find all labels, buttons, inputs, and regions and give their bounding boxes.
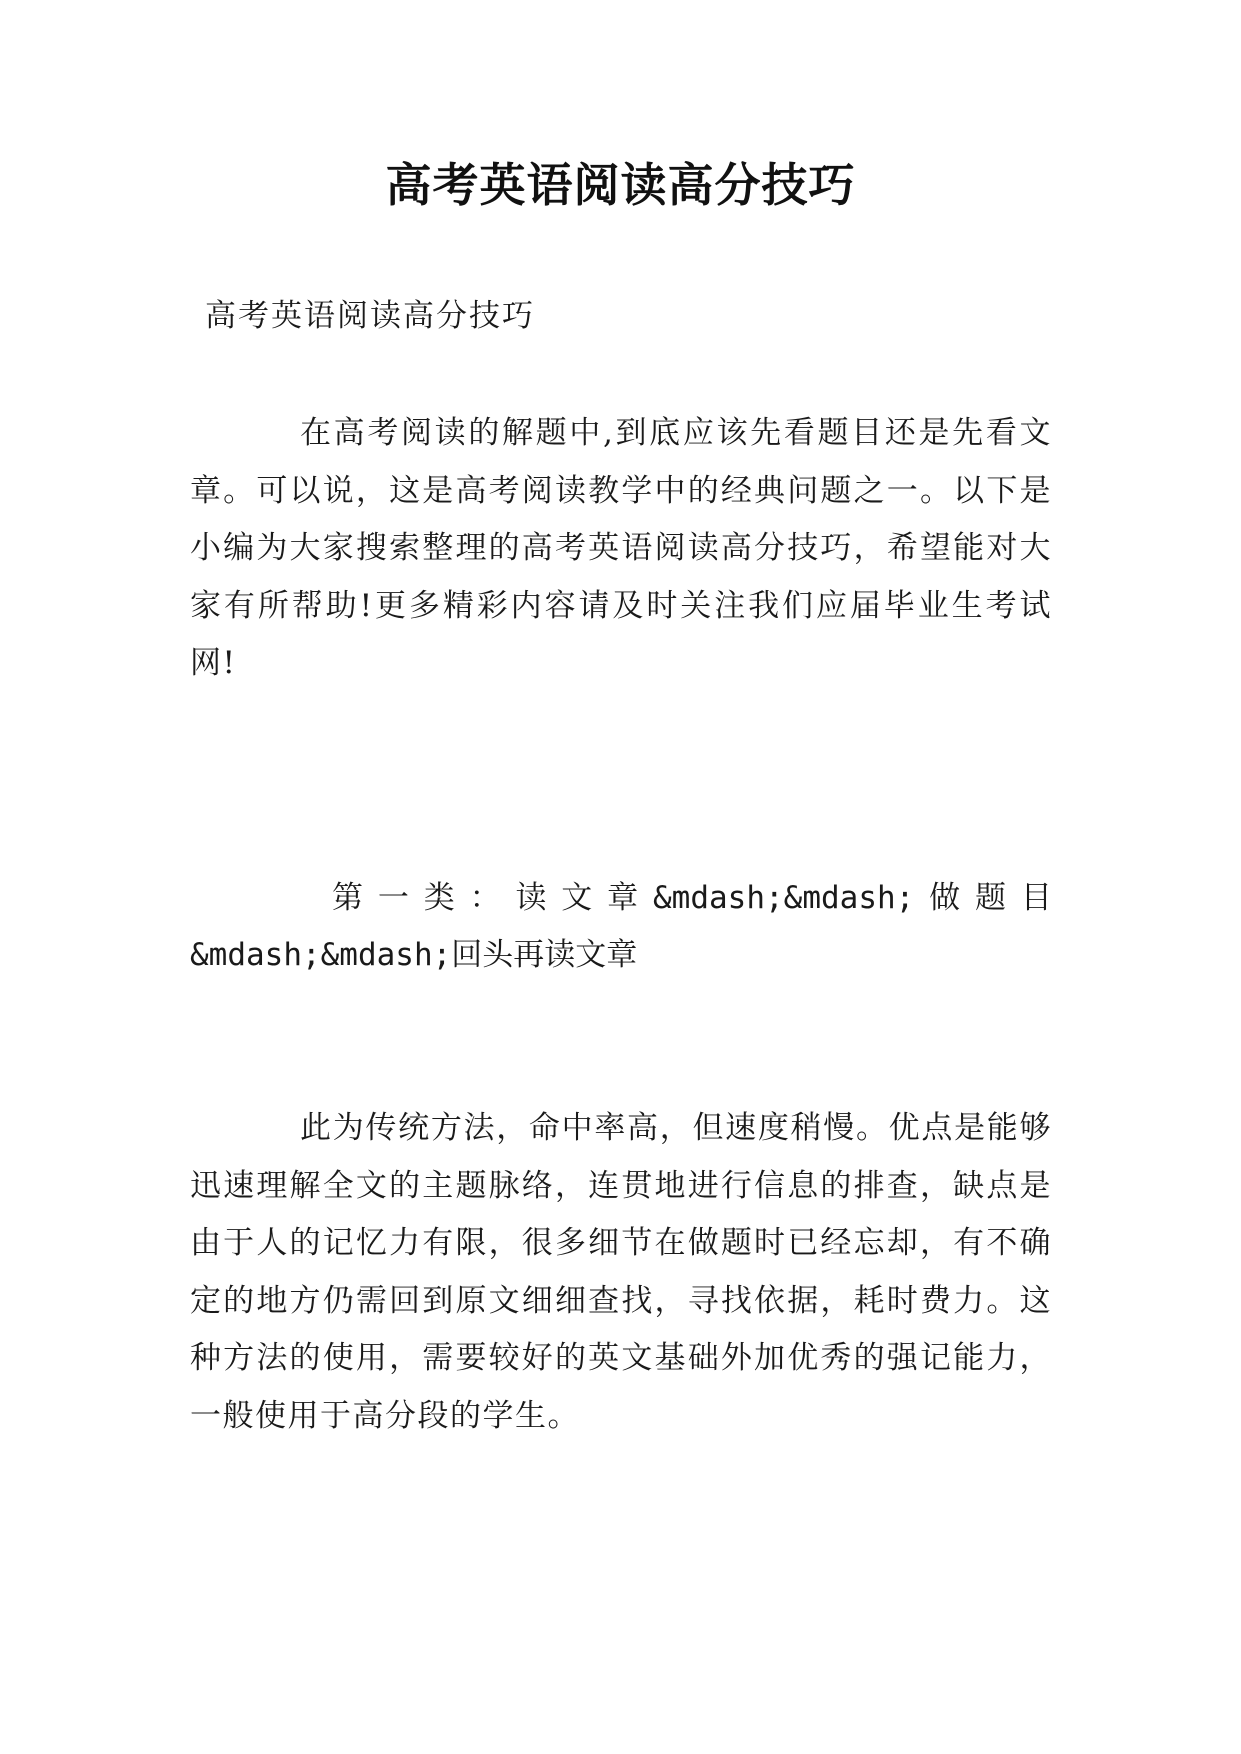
heading-part: 读 bbox=[515, 880, 547, 916]
section-heading bbox=[332, 876, 1052, 920]
heading-part: 第 bbox=[332, 880, 363, 916]
heading-part: 类 bbox=[423, 880, 455, 916]
heading-part: &mdash;&mdash; bbox=[653, 880, 915, 916]
heading-part: 文 bbox=[561, 880, 593, 916]
method-paragraph: 此为传统方法，命中率高，但速度稍慢。优点是能够迅速理解全文的主题脉络，连贯地进行信息的排查，缺点是由于人的记忆力有限，很多细节在做题时已经忘却，有不确定的地方仍需回到原文细细查找，寻找依据，耗时费力。这种方法的使用，需要较好的英文基础外加优秀的强记能力，一般使用于高分段的学生。 bbox=[190, 1110, 1052, 1434]
heading-part: 题 bbox=[975, 880, 1007, 916]
heading-part: 章 bbox=[607, 880, 639, 916]
heading-part: ： bbox=[469, 880, 501, 916]
section-heading-continuation: &mdash;&mdash;回头再读文章 bbox=[190, 937, 638, 973]
intro-paragraph: 在高考阅读的解题中,到底应该先看题目还是先看文章。可以说，这是高考阅读教学中的经典问题之一。以下是小编为大家搜索整理的高考英语阅读高分技巧，希望能对大家有所帮助!更多精彩内容请及时关注我们应届毕业生考试网! bbox=[190, 415, 1052, 681]
document-subtitle: 高考英语阅读高分技巧 bbox=[205, 298, 535, 334]
heading-part: 一 bbox=[377, 880, 409, 916]
document-title: 高考英语阅读高分技巧 bbox=[385, 158, 856, 212]
heading-part: 目 bbox=[1020, 880, 1052, 916]
heading-part: 做 bbox=[929, 880, 961, 916]
